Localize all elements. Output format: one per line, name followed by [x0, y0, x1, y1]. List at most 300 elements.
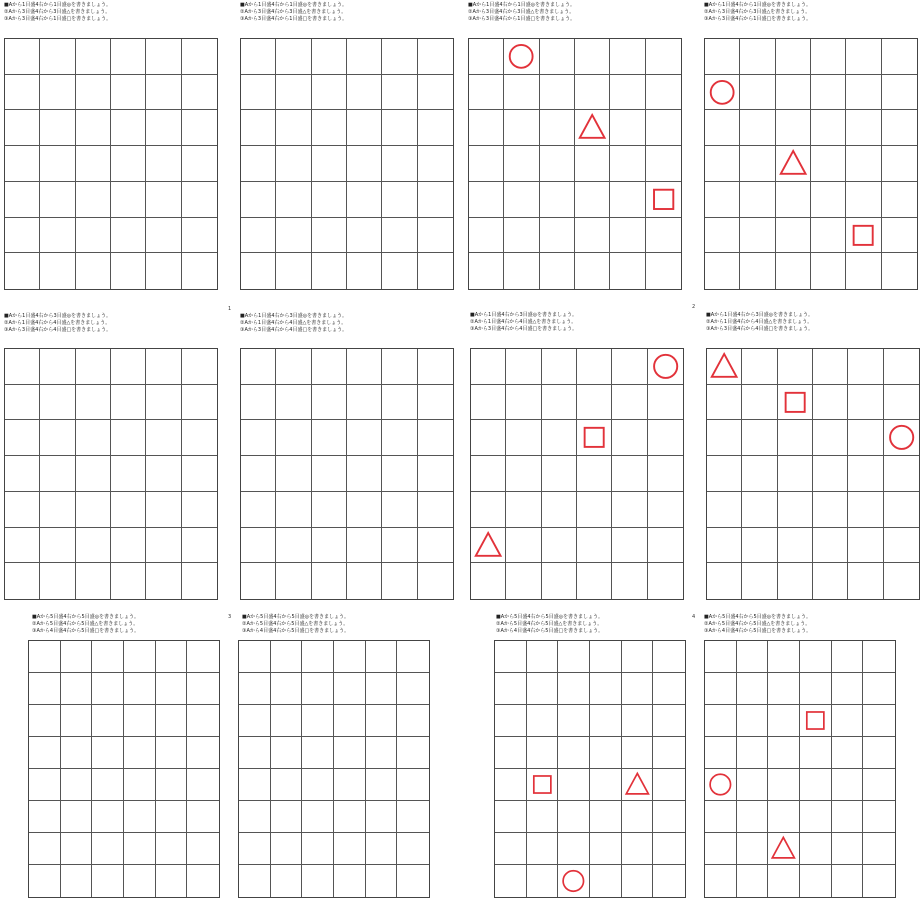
grid-cell[interactable]	[707, 349, 742, 385]
grid-cell[interactable]	[653, 833, 685, 865]
grid-cell[interactable]	[577, 456, 612, 492]
grid-cell[interactable]	[863, 641, 895, 673]
grid-cell[interactable]	[312, 182, 347, 218]
grid-cell[interactable]	[610, 218, 645, 254]
grid-cell[interactable]	[76, 39, 111, 75]
grid-cell[interactable]	[5, 146, 40, 182]
grid-cell[interactable]	[40, 563, 75, 599]
grid-cell[interactable]	[776, 110, 811, 146]
grid-cell[interactable]	[737, 641, 769, 673]
grid-cell[interactable]	[768, 865, 800, 897]
grid-cell[interactable]	[590, 673, 622, 705]
grid-cell[interactable]	[558, 737, 590, 769]
grid-cell[interactable]	[302, 833, 334, 865]
grid-cell[interactable]	[542, 349, 577, 385]
grid-cell[interactable]	[705, 673, 737, 705]
grid-cell[interactable]	[863, 833, 895, 865]
grid-cell[interactable]	[334, 769, 366, 801]
grid-cell[interactable]	[705, 253, 740, 289]
graph-grid[interactable]	[240, 348, 454, 600]
grid-cell[interactable]	[776, 146, 811, 182]
grid-cell[interactable]	[653, 769, 685, 801]
grid-cell[interactable]	[653, 801, 685, 833]
grid-cell[interactable]	[187, 833, 219, 865]
grid-cell[interactable]	[646, 218, 681, 254]
grid-cell[interactable]	[182, 492, 217, 528]
grid-cell[interactable]	[612, 349, 647, 385]
grid-cell[interactable]	[239, 705, 271, 737]
grid-cell[interactable]	[111, 349, 146, 385]
grid-cell[interactable]	[610, 146, 645, 182]
grid-cell[interactable]	[271, 769, 303, 801]
grid-cell[interactable]	[737, 769, 769, 801]
grid-cell[interactable]	[182, 182, 217, 218]
grid-cell[interactable]	[776, 182, 811, 218]
grid-cell[interactable]	[418, 385, 453, 421]
grid-cell[interactable]	[540, 182, 575, 218]
grid-cell[interactable]	[61, 705, 93, 737]
grid-cell[interactable]	[646, 39, 681, 75]
grid-cell[interactable]	[590, 833, 622, 865]
grid-cell[interactable]	[241, 528, 276, 564]
grid-cell[interactable]	[5, 349, 40, 385]
grid-cell[interactable]	[813, 563, 848, 599]
grid-cell[interactable]	[884, 528, 919, 564]
grid-cell[interactable]	[540, 110, 575, 146]
grid-cell[interactable]	[241, 349, 276, 385]
grid-cell[interactable]	[92, 769, 124, 801]
grid-cell[interactable]	[811, 39, 846, 75]
grid-cell[interactable]	[276, 456, 311, 492]
grid-cell[interactable]	[347, 456, 382, 492]
grid-cell[interactable]	[813, 420, 848, 456]
grid-cell[interactable]	[347, 75, 382, 111]
grid-cell[interactable]	[705, 737, 737, 769]
grid-cell[interactable]	[542, 456, 577, 492]
grid-cell[interactable]	[495, 865, 527, 897]
grid-cell[interactable]	[5, 420, 40, 456]
grid-cell[interactable]	[366, 705, 398, 737]
graph-grid[interactable]	[704, 640, 896, 898]
grid-cell[interactable]	[271, 641, 303, 673]
grid-cell[interactable]	[187, 641, 219, 673]
grid-cell[interactable]	[800, 833, 832, 865]
grid-cell[interactable]	[469, 182, 504, 218]
grid-cell[interactable]	[811, 253, 846, 289]
grid-cell[interactable]	[504, 110, 539, 146]
grid-cell[interactable]	[302, 865, 334, 897]
grid-cell[interactable]	[111, 420, 146, 456]
grid-cell[interactable]	[418, 75, 453, 111]
grid-cell[interactable]	[418, 218, 453, 254]
grid-cell[interactable]	[612, 420, 647, 456]
grid-cell[interactable]	[622, 673, 654, 705]
grid-cell[interactable]	[111, 253, 146, 289]
grid-cell[interactable]	[504, 218, 539, 254]
grid-cell[interactable]	[705, 769, 737, 801]
grid-cell[interactable]	[276, 563, 311, 599]
grid-cell[interactable]	[418, 253, 453, 289]
grid-cell[interactable]	[29, 801, 61, 833]
grid-cell[interactable]	[863, 705, 895, 737]
grid-cell[interactable]	[863, 673, 895, 705]
grid-cell[interactable]	[778, 349, 813, 385]
grid-cell[interactable]	[366, 641, 398, 673]
grid-cell[interactable]	[271, 673, 303, 705]
grid-cell[interactable]	[575, 39, 610, 75]
grid-cell[interactable]	[653, 673, 685, 705]
grid-cell[interactable]	[271, 705, 303, 737]
grid-cell[interactable]	[146, 420, 181, 456]
grid-cell[interactable]	[832, 865, 864, 897]
grid-cell[interactable]	[241, 253, 276, 289]
grid-cell[interactable]	[271, 801, 303, 833]
grid-cell[interactable]	[312, 492, 347, 528]
grid-cell[interactable]	[542, 385, 577, 421]
grid-cell[interactable]	[778, 385, 813, 421]
grid-cell[interactable]	[418, 349, 453, 385]
grid-cell[interactable]	[276, 528, 311, 564]
grid-cell[interactable]	[146, 385, 181, 421]
grid-cell[interactable]	[813, 385, 848, 421]
grid-cell[interactable]	[471, 563, 506, 599]
grid-cell[interactable]	[40, 253, 75, 289]
grid-cell[interactable]	[800, 737, 832, 769]
grid-cell[interactable]	[239, 833, 271, 865]
grid-cell[interactable]	[813, 456, 848, 492]
grid-cell[interactable]	[768, 801, 800, 833]
grid-cell[interactable]	[5, 456, 40, 492]
grid-cell[interactable]	[612, 492, 647, 528]
grid-cell[interactable]	[187, 737, 219, 769]
grid-cell[interactable]	[469, 218, 504, 254]
grid-cell[interactable]	[471, 349, 506, 385]
grid-cell[interactable]	[40, 349, 75, 385]
grid-cell[interactable]	[334, 673, 366, 705]
grid-cell[interactable]	[76, 146, 111, 182]
grid-cell[interactable]	[146, 349, 181, 385]
grid-cell[interactable]	[495, 705, 527, 737]
grid-cell[interactable]	[276, 110, 311, 146]
grid-cell[interactable]	[182, 420, 217, 456]
grid-cell[interactable]	[577, 385, 612, 421]
grid-cell[interactable]	[239, 641, 271, 673]
grid-cell[interactable]	[241, 456, 276, 492]
grid-cell[interactable]	[590, 769, 622, 801]
grid-cell[interactable]	[312, 563, 347, 599]
grid-cell[interactable]	[622, 801, 654, 833]
grid-cell[interactable]	[705, 182, 740, 218]
grid-cell[interactable]	[540, 218, 575, 254]
grid-cell[interactable]	[312, 146, 347, 182]
grid-cell[interactable]	[382, 253, 417, 289]
grid-cell[interactable]	[382, 110, 417, 146]
graph-grid[interactable]	[4, 38, 218, 290]
grid-cell[interactable]	[366, 833, 398, 865]
grid-cell[interactable]	[61, 769, 93, 801]
graph-grid[interactable]	[28, 640, 220, 898]
grid-cell[interactable]	[800, 769, 832, 801]
grid-cell[interactable]	[800, 641, 832, 673]
grid-cell[interactable]	[146, 528, 181, 564]
grid-cell[interactable]	[705, 641, 737, 673]
grid-cell[interactable]	[590, 865, 622, 897]
grid-cell[interactable]	[40, 218, 75, 254]
grid-cell[interactable]	[146, 75, 181, 111]
grid-cell[interactable]	[397, 673, 429, 705]
grid-cell[interactable]	[884, 349, 919, 385]
grid-cell[interactable]	[577, 528, 612, 564]
grid-cell[interactable]	[5, 218, 40, 254]
grid-cell[interactable]	[610, 39, 645, 75]
graph-grid[interactable]	[494, 640, 686, 898]
grid-cell[interactable]	[495, 833, 527, 865]
grid-cell[interactable]	[776, 253, 811, 289]
grid-cell[interactable]	[768, 737, 800, 769]
grid-cell[interactable]	[705, 110, 740, 146]
grid-cell[interactable]	[312, 385, 347, 421]
grid-cell[interactable]	[542, 563, 577, 599]
grid-cell[interactable]	[418, 456, 453, 492]
grid-cell[interactable]	[800, 865, 832, 897]
grid-cell[interactable]	[558, 769, 590, 801]
graph-grid[interactable]	[704, 38, 918, 290]
grid-cell[interactable]	[5, 528, 40, 564]
grid-cell[interactable]	[648, 420, 683, 456]
grid-cell[interactable]	[124, 865, 156, 897]
grid-cell[interactable]	[156, 673, 188, 705]
grid-cell[interactable]	[863, 769, 895, 801]
grid-cell[interactable]	[312, 218, 347, 254]
grid-cell[interactable]	[590, 705, 622, 737]
grid-cell[interactable]	[241, 110, 276, 146]
grid-cell[interactable]	[276, 420, 311, 456]
grid-cell[interactable]	[61, 673, 93, 705]
grid-cell[interactable]	[811, 75, 846, 111]
grid-cell[interactable]	[302, 641, 334, 673]
grid-cell[interactable]	[742, 349, 777, 385]
grid-cell[interactable]	[612, 528, 647, 564]
grid-cell[interactable]	[832, 641, 864, 673]
grid-cell[interactable]	[527, 769, 559, 801]
graph-grid[interactable]	[238, 640, 430, 898]
grid-cell[interactable]	[156, 641, 188, 673]
grid-cell[interactable]	[705, 39, 740, 75]
grid-cell[interactable]	[542, 528, 577, 564]
grid-cell[interactable]	[156, 769, 188, 801]
grid-cell[interactable]	[241, 146, 276, 182]
grid-cell[interactable]	[848, 385, 883, 421]
grid-cell[interactable]	[29, 769, 61, 801]
grid-cell[interactable]	[737, 737, 769, 769]
grid-cell[interactable]	[111, 110, 146, 146]
grid-cell[interactable]	[40, 492, 75, 528]
grid-cell[interactable]	[527, 833, 559, 865]
grid-cell[interactable]	[506, 528, 541, 564]
grid-cell[interactable]	[241, 420, 276, 456]
grid-cell[interactable]	[882, 75, 917, 111]
grid-cell[interactable]	[92, 833, 124, 865]
grid-cell[interactable]	[646, 146, 681, 182]
grid-cell[interactable]	[742, 563, 777, 599]
grid-cell[interactable]	[111, 75, 146, 111]
grid-cell[interactable]	[506, 492, 541, 528]
grid-cell[interactable]	[239, 769, 271, 801]
grid-cell[interactable]	[884, 563, 919, 599]
grid-cell[interactable]	[239, 673, 271, 705]
grid-cell[interactable]	[334, 865, 366, 897]
grid-cell[interactable]	[577, 563, 612, 599]
grid-cell[interactable]	[612, 563, 647, 599]
grid-cell[interactable]	[622, 641, 654, 673]
grid-cell[interactable]	[471, 385, 506, 421]
grid-cell[interactable]	[76, 349, 111, 385]
grid-cell[interactable]	[347, 420, 382, 456]
grid-cell[interactable]	[347, 218, 382, 254]
grid-cell[interactable]	[705, 801, 737, 833]
grid-cell[interactable]	[884, 385, 919, 421]
grid-cell[interactable]	[832, 801, 864, 833]
grid-cell[interactable]	[29, 673, 61, 705]
grid-cell[interactable]	[271, 833, 303, 865]
grid-cell[interactable]	[76, 563, 111, 599]
grid-cell[interactable]	[182, 75, 217, 111]
grid-cell[interactable]	[882, 110, 917, 146]
grid-cell[interactable]	[61, 737, 93, 769]
grid-cell[interactable]	[334, 801, 366, 833]
grid-cell[interactable]	[302, 673, 334, 705]
grid-cell[interactable]	[800, 801, 832, 833]
grid-cell[interactable]	[737, 705, 769, 737]
grid-cell[interactable]	[347, 528, 382, 564]
grid-cell[interactable]	[778, 456, 813, 492]
grid-cell[interactable]	[558, 641, 590, 673]
grid-cell[interactable]	[312, 349, 347, 385]
grid-cell[interactable]	[612, 456, 647, 492]
grid-cell[interactable]	[705, 833, 737, 865]
grid-cell[interactable]	[471, 492, 506, 528]
grid-cell[interactable]	[312, 75, 347, 111]
grid-cell[interactable]	[334, 705, 366, 737]
grid-cell[interactable]	[846, 218, 881, 254]
grid-cell[interactable]	[92, 705, 124, 737]
grid-cell[interactable]	[418, 182, 453, 218]
grid-cell[interactable]	[5, 563, 40, 599]
grid-cell[interactable]	[182, 39, 217, 75]
grid-cell[interactable]	[241, 39, 276, 75]
grid-cell[interactable]	[124, 641, 156, 673]
grid-cell[interactable]	[418, 563, 453, 599]
grid-cell[interactable]	[156, 865, 188, 897]
grid-cell[interactable]	[5, 385, 40, 421]
grid-cell[interactable]	[648, 349, 683, 385]
grid-cell[interactable]	[156, 705, 188, 737]
grid-cell[interactable]	[382, 492, 417, 528]
grid-cell[interactable]	[276, 385, 311, 421]
grid-cell[interactable]	[241, 563, 276, 599]
grid-cell[interactable]	[469, 253, 504, 289]
grid-cell[interactable]	[610, 75, 645, 111]
grid-cell[interactable]	[241, 385, 276, 421]
grid-cell[interactable]	[347, 563, 382, 599]
grid-cell[interactable]	[241, 218, 276, 254]
grid-cell[interactable]	[610, 110, 645, 146]
grid-cell[interactable]	[111, 528, 146, 564]
grid-cell[interactable]	[146, 563, 181, 599]
grid-cell[interactable]	[347, 146, 382, 182]
grid-cell[interactable]	[846, 146, 881, 182]
grid-cell[interactable]	[182, 456, 217, 492]
grid-cell[interactable]	[76, 385, 111, 421]
grid-cell[interactable]	[622, 705, 654, 737]
grid-cell[interactable]	[648, 563, 683, 599]
grid-cell[interactable]	[271, 865, 303, 897]
grid-cell[interactable]	[312, 420, 347, 456]
grid-cell[interactable]	[740, 218, 775, 254]
grid-cell[interactable]	[737, 833, 769, 865]
grid-cell[interactable]	[61, 833, 93, 865]
grid-cell[interactable]	[146, 110, 181, 146]
grid-cell[interactable]	[471, 420, 506, 456]
grid-cell[interactable]	[800, 673, 832, 705]
grid-cell[interactable]	[366, 737, 398, 769]
grid-cell[interactable]	[241, 75, 276, 111]
grid-cell[interactable]	[5, 492, 40, 528]
grid-cell[interactable]	[347, 182, 382, 218]
graph-grid[interactable]	[470, 348, 684, 600]
grid-cell[interactable]	[506, 385, 541, 421]
grid-cell[interactable]	[622, 737, 654, 769]
grid-cell[interactable]	[558, 705, 590, 737]
grid-cell[interactable]	[5, 110, 40, 146]
grid-cell[interactable]	[92, 865, 124, 897]
grid-cell[interactable]	[397, 865, 429, 897]
grid-cell[interactable]	[882, 253, 917, 289]
grid-cell[interactable]	[590, 737, 622, 769]
grid-cell[interactable]	[382, 563, 417, 599]
grid-cell[interactable]	[111, 563, 146, 599]
grid-cell[interactable]	[768, 705, 800, 737]
grid-cell[interactable]	[271, 737, 303, 769]
grid-cell[interactable]	[776, 75, 811, 111]
grid-cell[interactable]	[575, 110, 610, 146]
grid-cell[interactable]	[418, 420, 453, 456]
grid-cell[interactable]	[40, 182, 75, 218]
grid-cell[interactable]	[76, 75, 111, 111]
grid-cell[interactable]	[156, 801, 188, 833]
grid-cell[interactable]	[540, 39, 575, 75]
grid-cell[interactable]	[646, 110, 681, 146]
grid-cell[interactable]	[397, 705, 429, 737]
grid-cell[interactable]	[382, 75, 417, 111]
grid-cell[interactable]	[540, 146, 575, 182]
grid-cell[interactable]	[646, 75, 681, 111]
grid-cell[interactable]	[111, 492, 146, 528]
grid-cell[interactable]	[187, 801, 219, 833]
grid-cell[interactable]	[742, 420, 777, 456]
grid-cell[interactable]	[884, 456, 919, 492]
grid-cell[interactable]	[366, 865, 398, 897]
grid-cell[interactable]	[61, 641, 93, 673]
grid-cell[interactable]	[811, 182, 846, 218]
grid-cell[interactable]	[40, 146, 75, 182]
grid-cell[interactable]	[40, 385, 75, 421]
grid-cell[interactable]	[146, 456, 181, 492]
grid-cell[interactable]	[882, 182, 917, 218]
grid-cell[interactable]	[239, 865, 271, 897]
grid-cell[interactable]	[382, 146, 417, 182]
grid-cell[interactable]	[707, 563, 742, 599]
